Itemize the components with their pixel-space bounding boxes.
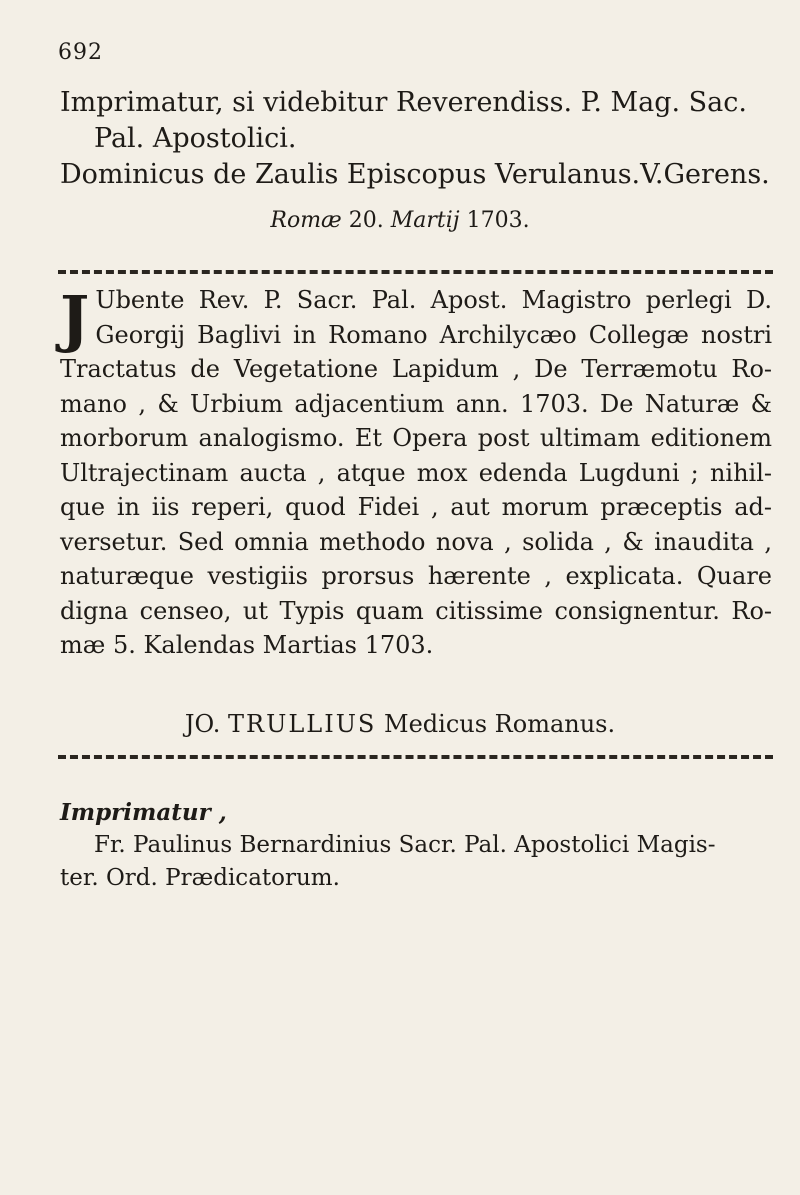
signature-name: TRULLIUS [228,710,377,738]
approbation-line: Ubente Rev. P. Sacr. Pal. Apost. Magistro perlegi D. [95,286,772,314]
dateline-month: Martij [390,208,460,233]
approbation-line: Tractatus de Vegetatione Lapidum , De Terræmotu Ro- [60,355,772,383]
approbation-line: digna censeo, ut Typis quam citissime consignentur. Ro- [60,596,772,625]
imprimatur-line-3: Dominicus de Zaulis Episcopus Verulanus.V.Gerens. [60,159,770,190]
imprimatur-line-1: Imprimatur, si videbitur Reverendiss. P. Mag. Sac. [60,87,747,118]
imprimatur-line-2: Pal. Apostolici. [94,123,297,154]
page-number: 692 [58,40,103,65]
signature [0,710,800,738]
dateline-year: 1703. [466,208,530,233]
dateline-day: 20. [348,208,384,233]
imprimatur-block-2 [60,796,772,895]
approbation-line: mano , & Urbium adjacentium ann. 1703. De Naturæ & [60,389,772,418]
imprimatur-heading: Imprimatur , [60,799,227,826]
imprimatur-block-1 [60,85,780,193]
approbation-line: morborum analogismo. Et Opera post ultimam editionem [60,424,772,452]
approbation-line: naturæque vestigiis prorsus hærente , explicata. Quare [60,562,772,590]
approbation-line: Ultrajectinam aucta , atque mox edenda Lugduni ; nihil- [60,458,772,487]
imprimatur-2-line-1: Fr. Paulinus Bernardinius Sacr. Pal. Apostolici Magis- [94,832,716,858]
approbation-line: que in iis reperi, quod Fidei , aut morum præceptis ad- [60,493,772,521]
approbation-line: mæ 5. Kalendas Martias 1703. [60,631,434,659]
ornamental-rule-top [58,270,773,274]
approbation-line: versetur. Sed omnia methodo nova , solida , & inaudita , [60,527,772,556]
signature-title: Medicus Romanus. [384,710,616,738]
ornamental-rule-bottom [58,755,773,759]
approbation-text [60,283,772,663]
signature-initial: JO. [184,710,221,738]
imprimatur-2-line-2: ter. Ord. Prædicatorum. [60,865,340,891]
dateline-place: Romæ [270,208,342,233]
approbation-line: Georgij Baglivi in Romano Archilycæo Collegæ nostri [95,320,772,349]
dateline [0,208,800,233]
drop-cap: J [60,282,90,355]
